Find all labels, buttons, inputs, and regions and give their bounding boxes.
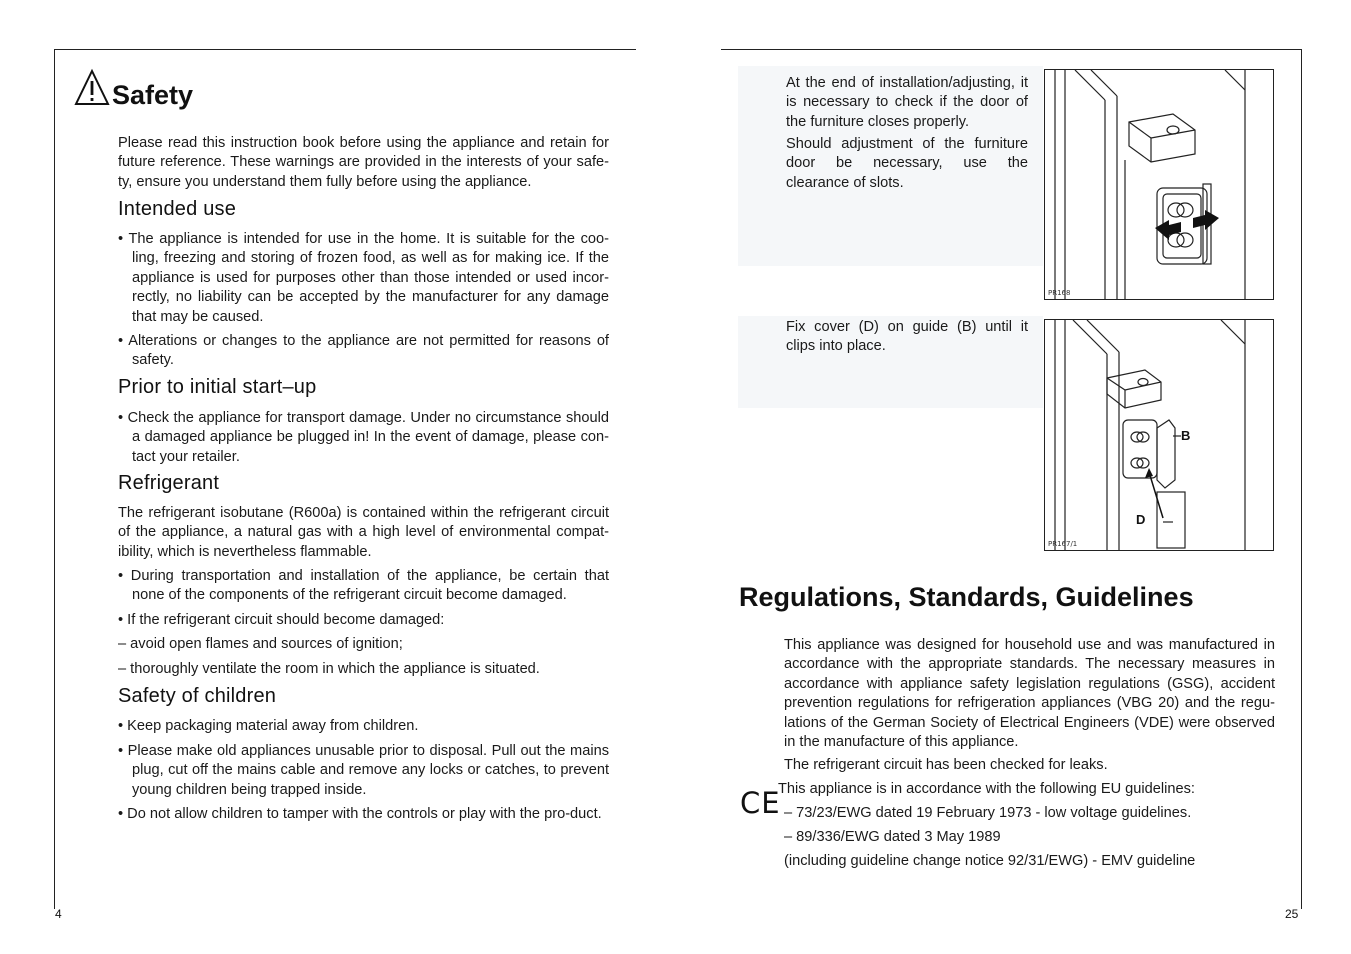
intended-use-item-1: • The appliance is intended for use in the home. It is suitable for the coo-ling, freezing and storing of frozen food, as well as for making ice. If the appliance is used for purposes other than those intended or used incor-rectly, no liability can be accepted by the manufacturer for any damage that may be caused.	[118, 231, 609, 325]
regulations-paragraph-2: The refrigerant circuit has been checked for leaks.	[784, 757, 1108, 773]
refrigerant-item-4: – thoroughly ventilate the room in which the appliance is situated.	[118, 661, 540, 677]
left-side-rule	[54, 49, 55, 909]
safety-title: Safety	[112, 80, 194, 110]
children-item-3: • Do not allow children to tamper with the controls or play with the pro-duct.	[118, 806, 602, 822]
refrigerant-item-1: • During transportation and installation of the appliance, be certain that none of the components of the refrigerant circuit become damaged.	[118, 568, 609, 604]
refrigerant-item-2: • If the refrigerant circuit should become damaged:	[118, 612, 445, 628]
figure-label-pr168: PR168	[1048, 289, 1071, 297]
step1-text-1: At the end of installation/adjusting, it is necessary to check if the door of the furniture closes properly.	[786, 75, 1028, 130]
figure-label-pr167: PR167/1	[1048, 540, 1078, 548]
right-top-rule	[721, 49, 1302, 50]
regulations-item-2: – 89/336/EWG dated 3 May 1989	[784, 829, 1001, 845]
intended-use-heading: Intended use	[118, 198, 237, 220]
door-hinge-adjust-illustration	[1045, 70, 1273, 299]
step1-text-2: Should adjustment of the furniture door be necessary, use the clearance of slots.	[786, 136, 1028, 191]
ce-mark-icon: CE	[740, 786, 781, 820]
page-number-left: 4	[55, 907, 62, 921]
step2-text: Fix cover (D) on guide (B) until it clips into place.	[786, 319, 1028, 355]
regulations-item-3: (including guideline change notice 92/31/EWG) - EMV guideline	[784, 853, 1196, 869]
refrigerant-intro: The refrigerant isobutane (R600a) is contained within the refrigerant circuit of the appliance, a natural gas with a high level of environmental compat-ibility, which is nevertheless flammable.	[118, 505, 609, 560]
label-b: B	[1181, 428, 1191, 443]
figure-door-adjustment	[1044, 69, 1274, 300]
label-d: D	[1136, 512, 1146, 527]
warning-triangle-icon	[74, 68, 110, 108]
page-number-right: 25	[1285, 907, 1299, 921]
refrigerant-heading: Refrigerant	[118, 472, 220, 494]
refrigerant-item-3: – avoid open flames and sources of ignition;	[118, 636, 403, 652]
cover-guide-illustration	[1045, 320, 1273, 550]
children-heading: Safety of children	[118, 685, 277, 707]
safety-intro: Please read this instruction book before using the appliance and retain for future reference. These warnings are provided in the interests of your safe-ty, ensure you understand them fully before using the appliance.	[118, 135, 609, 190]
intended-use-item-2: • Alterations or changes to the appliance are not permitted for reasons of safety.	[118, 333, 609, 369]
figure-cover-fixing	[1044, 319, 1274, 551]
regulations-paragraph-1: This appliance was designed for household use and was manufactured in accordance with the appropriate standards. The necessary measures in accordance with appliance safety legislation regulations (GSG), accident prevention regulations for refrigeration appliances (VBG 20) and the regu-lations of the German Society of Electrical Engineers (VDE) were observed in the manufacture of this appliance.	[784, 637, 1275, 751]
prior-startup-heading: Prior to initial start–up	[118, 376, 317, 398]
regulations-item-1: – 73/23/EWG dated 19 February 1973 - low voltage guidelines.	[784, 805, 1192, 821]
prior-startup-item-1: • Check the appliance for transport damage. Under no circumstance should a damaged appliance be plugged in! In the event of damage, please con-tact your retailer.	[118, 410, 609, 465]
left-top-rule	[54, 49, 636, 50]
regulations-paragraph-3: This appliance is in accordance with the following EU guidelines:	[778, 781, 1195, 797]
right-side-rule	[1301, 49, 1302, 909]
children-item-2: • Please make old appliances unusable prior to disposal. Pull out the mains plug, cut off the mains cable and remove any locks or catches, to prevent young children being trapped inside.	[118, 743, 609, 798]
regulations-heading: Regulations, Standards, Guidelines	[739, 582, 1194, 612]
children-item-1: • Keep packaging material away from children.	[118, 718, 419, 734]
